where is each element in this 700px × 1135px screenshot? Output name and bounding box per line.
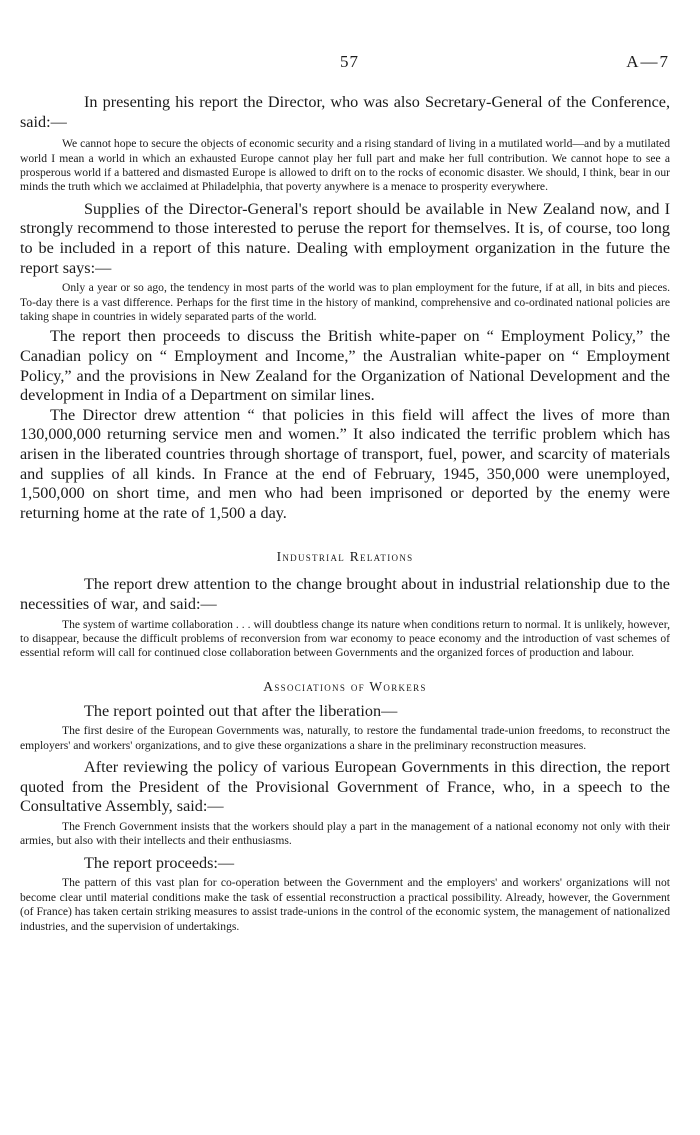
- quote-vast-plan: The pattern of this vast plan for co-operation between the Government and the employers' and workers' organizations will not become clear until material conditions make the task of essential reconstruction a practical possibility. Already, however, the Government (of France) has taken certain striking measures to assist trade-unions in the control of the economic system, the management of nationalized industries, and the supervision of undertakings.: [20, 876, 670, 933]
- quote-employment: Only a year or so ago, the tendency in most parts of the world was to plan employment for the future, if at all, in bits and pieces. To-day there is a vast difference. Perhaps for the first time in the history of mankind, comprehensive and co-ordinated national policies are taking shape in countries in widely separated parts of the world.: [20, 281, 670, 323]
- quote-european-governments: The first desire of the European Governments was, naturally, to restore the fundamental trade-union freedoms, to reconstruct the employers' and workers' organizations, and to give these organizations a share in the preliminary reconstruction measures.: [20, 724, 670, 752]
- paragraph-report-proceeds: The report proceeds:—: [84, 853, 235, 872]
- quote-french-government: The French Government insists that the workers should play a part in the management of a national economy not only with their armies, but also with their intellects and their enthusiasms.: [20, 819, 670, 848]
- page-body: [20, 93, 670, 934]
- paragraph-industrial: The report drew attention to the change brought about in industrial relationship due to the necessities of war, and said:—: [20, 575, 670, 613]
- page-reference: A—7: [626, 52, 670, 71]
- paragraph-french-president: After reviewing the policy of various European Governments in this direction, the report quoted from the President of the Provisional Government of France, who, in a speech to the Consultative Assembly, said:—: [20, 758, 670, 816]
- heading-associations-of-workers: Associations of Workers: [263, 678, 427, 694]
- page-header: [0, 52, 700, 74]
- paragraph-liberation: The report pointed out that after the liberation—: [84, 701, 398, 720]
- heading-industrial-relations: Industrial Relations: [276, 549, 414, 565]
- paragraph-director-attention: The Director drew attention “ that policies in this field will affect the lives of more than 130,000,000 returning service men and women.” It also indicated the terrific problem which has arisen in the liberated countries through shortage of transport, fuel, power, and scarcity of materials and supplies of all kinds. In France at the end of February, 1945, 350,000 were unemployed, 1,500,000 on short time, and men who had been imprisoned or deported by the enemy were returning home at the rate of 1,500 a day.: [20, 405, 670, 522]
- quote-wartime-collaboration: The system of wartime collaboration . . . will doubtless change its nature when conditions return to normal. It is unlikely, however, to disappear, because the difficult problems of reconversion from war economy to peace economy and the introduction of vast schemes of essential reform will call for continued close collaboration between Governments and the organized forces of production and labour.: [20, 617, 670, 660]
- paragraph-intro: In presenting his report the Director, who was also Secretary-General of the Conference, said:—: [20, 93, 670, 131]
- page-number: 57: [340, 52, 359, 71]
- paragraph-supplies: Supplies of the Director-General's report should be available in New Zealand now, and I strongly recommend to those interested to peruse the report for themselves. It is, of course, too long to be included in a report of this nature. Dealing with employment organization in the future the report says:—: [20, 199, 670, 277]
- paragraph-white-papers: The report then proceeds to discuss the British white-paper on “ Employment Policy,” the Canadian policy on “ Employment and Income,” the Australian white-paper on “ Employment Policy,” and the provisions in New Zealand for the Organization of National Development and the development in India of a Department on similar lines.: [20, 327, 670, 405]
- quote-director: We cannot hope to secure the objects of economic security and a rising standard of living in a mutilated world—and by a mutilated world I mean a world in which an exhausted Europe cannot play her full part and make her full contribution. We cannot hope to see a prosperous world if a battered and dismasted Europe is allowed to drift on to the rocks of economic disaster. We should, I think, bear in our minds the truth which we acclaimed at Philadelphia, that poverty anywhere is a menace to prosperity everywhere.: [20, 137, 670, 194]
